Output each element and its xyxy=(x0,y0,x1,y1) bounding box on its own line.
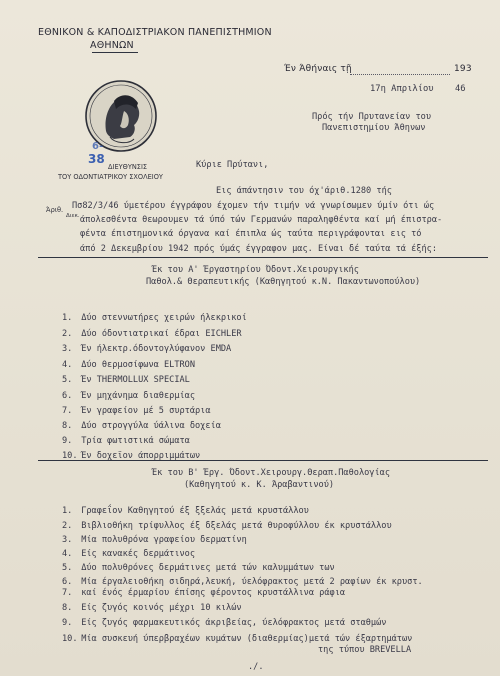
section-a-item: 3. Έν ήλεκτρ.όδοντογλύφανον EMDA xyxy=(62,344,232,354)
body-line-5: άπό 2 Δεκεμβρίου 1942 πρός ύμάς έγγραφον μας. Είναι δέ ταύτα τά έξής: xyxy=(80,244,437,254)
section-a-divider xyxy=(38,257,488,258)
section-a-title-1: Έκ του Α' Έργαστηρίου Όδοντ.Χειρουργικής xyxy=(152,265,359,275)
section-b-item: 9. Είς ζυγός φαρμακευτικός άκριβείας, ύελόφρακτος μετά σταθμών xyxy=(62,618,387,628)
section-b-divider xyxy=(38,460,488,461)
section-a-item: 7. Έν γραφείον μέ 5 συρτάρια xyxy=(62,406,211,416)
salutation: Κύριε Πρύτανι, xyxy=(196,160,269,170)
section-b-item: 1. Γραφεΐον Καθηγητού έξ ξξελάς μετά κρυστάλλου xyxy=(62,506,309,516)
year-typed: 46 xyxy=(455,84,466,94)
reference-arith-label: Άριθ. xyxy=(46,206,64,214)
section-b-item-10-continued: της τύπου BREVELLA xyxy=(318,645,412,655)
section-a-item: 2. Δύο όδοντιατρικαί έδραι EICHLER xyxy=(62,329,242,339)
section-b-item: 4. Είς κανακές δερμάτινος xyxy=(62,549,196,559)
section-a-item: 9. Τρία φωτιστικά σώματα xyxy=(62,436,190,446)
recipient-line-1: Πρός τήν Πρυτανείαν του xyxy=(312,112,431,122)
handwritten-mark-1: 6- xyxy=(92,141,104,152)
section-a-item: 8. Δύο στρογγύλα ύάλινα δοχεία xyxy=(62,421,221,431)
section-a-item: 6. Έν μηχάνημα διαθερμίας xyxy=(62,391,196,401)
body-line-3: άπολεσθέντα θεωρουμεν τά ύπό τών Γερμανών παραληφθέντα καί μή έπιστρα- xyxy=(80,215,443,225)
section-b-item: 2. Βιβλιοθήκη τρίφυλλος έξ δξελάς μετά θυροφύλλου έκ κρυστάλλου xyxy=(62,521,392,531)
direction-label: ΔΙΕΥΘΥΝΣΙΣ xyxy=(108,163,148,171)
section-a-item: 5. Έν THERMOLLUX SPECIAL xyxy=(62,375,190,385)
section-b-title-1: Έκ του Β' Έργ. Όδοντ.Χειρουργ.Θεραπ.Παθολογίας xyxy=(152,468,390,478)
place-label: Έν Άθήναις τῇ xyxy=(284,64,352,74)
reference-diekp-label: Διεκ. xyxy=(66,213,80,219)
body-line-1: Εις άπάντησιν του όχ'άριθ.1280 τής xyxy=(216,186,392,196)
letterhead-university: ΕΘΝΙΚΟΝ & ΚΑΠΟΔΙΣΤΡΙΑΚΟΝ ΠΑΝΕΠΙΣΤΗΜΙΟΝ xyxy=(38,27,272,38)
section-b-item: 5. Δύο πολυθρόνες δερμάτινες μετά τών καλυμμάτων των xyxy=(62,563,335,573)
section-a-item: 4. Δύο θερμοσίφωνα ELTRON xyxy=(62,360,196,370)
body-line-4: φέντα έπιστημονικά όργανα καί έπιπλα ώς ταύτα περιγράφονται εις τό xyxy=(80,229,422,239)
section-b-item: 7. καί ένός έρμαρίου έπίσης φέροντος κρυστάλλινα ράφια xyxy=(62,588,346,598)
letterhead-city: ΑΘΗΝΩΝ xyxy=(90,40,134,51)
section-a-item: 10. Έν δοχεϊον άπορριμμάτων xyxy=(62,451,201,461)
section-a-item: 1. Δύο στεννωτήρες χειρών ήλεκρικοί xyxy=(62,313,247,323)
section-b-title-2: (Καθηγητού κ. Κ. Άραβαντινού) xyxy=(184,480,335,490)
continuation-mark: ./. xyxy=(248,662,264,672)
section-a-title-2: Παθολ.& Θεραπευτικής (Καθηγητού κ.Ν. Πακαντωνοπούλου) xyxy=(146,277,421,287)
recipient-line-2: Πανεπιστημίου Άθηνων xyxy=(322,123,426,133)
date-dotted-line xyxy=(350,74,450,75)
section-b-item: 3. Μία πολυθρόνα γραφείου δερματίνη xyxy=(62,535,247,545)
section-b-item: 6. Μία έργαλειοθήκη σιδηρά,λευκή, ύελόφρακτος μετά 2 ραφίων έκ κρυστ. xyxy=(62,577,423,587)
date-typed: 17η Απριλίου xyxy=(370,84,434,94)
year-printed: 193 xyxy=(454,64,472,74)
body-line-2: Πσ82/3/46 ύμετέρου έγγράφου έχομεν τήν τιμήν νά γνωρίσωμεν ύμίν ότι ώς xyxy=(72,201,435,211)
letterhead-underline xyxy=(92,52,138,53)
section-b-item: 8. Είς ζυγός κοινός μέχρι 10 κιλών xyxy=(62,603,242,613)
section-b-item: 10. Μία συσκευή ύπερβραχέων κυμάτων (διαθερμίας)μετά τών έξαρτημάτων xyxy=(62,634,413,644)
school-name: ΤΟΥ ΟΔΟΝΤΙΑΤΡΙΚΟΥ ΣΧΟΛΕΙΟΥ xyxy=(58,173,163,181)
handwritten-mark-2: 38 xyxy=(88,152,105,166)
